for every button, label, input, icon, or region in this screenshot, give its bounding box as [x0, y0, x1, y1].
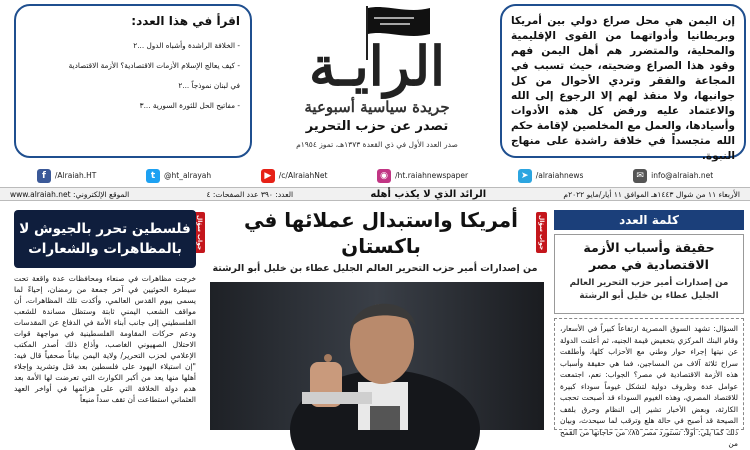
issue-number: العدد: ٣٩٠ عدد الصفحات: ٤ [206, 189, 294, 199]
masthead [262, 2, 492, 162]
instagram-icon: ◉ [377, 169, 391, 183]
social-label: /ht.raiahnewspaper [395, 171, 469, 180]
editorial-title-box[interactable] [554, 234, 744, 314]
editorial-source: من إصدارات أمير حزب التحرير العالم الجليل عطاء بن خليل أبو الرشتة [569, 278, 729, 301]
headline-box[interactable]: فلسطين تحرر بالجيوش لا بالمظاهرات والشعارات [14, 210, 196, 268]
qa-badge: جواب سؤال [194, 212, 205, 253]
youtube-icon: ▶ [261, 169, 275, 183]
editorial-body: السؤال: تشهد السوق المصرية ارتفاعاً كبيراً في الأسعار، وقام البنك المركزي بتخفيض قيمة الجنيه، ثم أعلنت الدولة عن نيتها إجراء حوار وطني مع الأحزاب كلها، وأطلقت سراح ثلاثة آلاف من المساجين، فما هي حقيقة وأسباب هذه الأزمة الاقتصادية في مصر؟ الجواب: نعم، اجتمعت عوامل عدة وظروف دولية لتشكل غيوماً سوداء كبيرة للاقتصاد المصري، وهذه الغيوم السوداء قد أصبحت تحجب الكارثة، وبعض الأخبار تشير إلى النظام وحرق بلقف الصيحة قد أصبح في حالة هلع وترقب لما سيحدث، وبيان ذلك كما يلي: أولاً: تستورد مصر ٨٥٪ من حاجاتها من القمح من [554, 318, 744, 430]
toc-title: اقرأ في هذا العدد: [131, 14, 240, 28]
paper-publisher: تصدر عن حزب التحرير [305, 119, 449, 134]
facebook-icon: f [37, 169, 51, 183]
article-photo [210, 282, 544, 430]
toc-item[interactable]: في لبنان نموذجاً ...٢ [178, 81, 240, 90]
social-bar [0, 166, 750, 185]
intro-box [500, 4, 746, 162]
first-issue-note: صدر العدد الأول في ذي القعدة ١٣٧٣هـ، تموز ١٩٥٤م [296, 140, 458, 149]
social-twitter[interactable] [146, 169, 211, 183]
toc-item[interactable]: - كيف يعالج الإسلام الأزمات الاقتصادية؟ الأزمة الاقتصادية [68, 61, 240, 70]
social-label: /alraiahnews [535, 171, 584, 180]
speaker-photo-illustration [210, 282, 544, 430]
toc-box [14, 4, 252, 158]
social-instagram[interactable] [377, 169, 468, 183]
intro-text: إن اليمن هي محل صراع دولي بين أمريكا وبريطانيا وأدواتهما من القوى الإقليمية والمحلية، والمتضرر هم أهل اليمن فهم وقود هذا الصراع وضحيته، حيث تسبب في المجاعة والفقر وتردي الأحوال من كل جوانبها، ولا منقذ لهم إلا الرجوع إلى الله والاعتماد عليه ورفض كل هذه الأدوات وأسيادها، والعمل مع المخلصين لإقامة حكم الله متجسداً في خلافة راشدة على منهاج النبوة. [511, 15, 735, 162]
editorial-header: كلمة العدد [554, 210, 744, 230]
telegram-icon: ➤ [518, 169, 532, 183]
toc-item[interactable]: - الخلافة الراشدة وأشباه الدول ...٢ [133, 41, 240, 50]
social-facebook[interactable] [37, 169, 96, 183]
social-label: /Alraiah.HT [54, 171, 97, 180]
social-email[interactable] [633, 169, 713, 183]
toc-item[interactable]: - مفاتيح الحل للثورة السورية ...٣ [139, 101, 240, 110]
info-strip [0, 187, 750, 201]
article-title[interactable]: أمريكا واستبدال عملائها في باكستان [243, 208, 519, 258]
issue-date: الأربعاء ١١ من شوال ١٤٤٣هـ الموافق ١١ أيار/مايو ٢٠٢٢م [563, 189, 740, 199]
twitter-icon: t [146, 169, 160, 183]
website-link[interactable]: الموقع الإلكتروني: www.alraiah.net [10, 189, 130, 199]
social-label: @ht_alrayah [164, 171, 212, 180]
qa-badge: جواب سؤال [536, 212, 547, 253]
social-telegram[interactable] [518, 169, 584, 183]
editorial-title: حقيقة وأسباب الأزمة الاقتصادية في مصر [583, 240, 715, 272]
article-source: من إصدارات أمير حزب التحرير العالم الجليل عطاء بن خليل أبو الرشتة [212, 263, 538, 274]
mail-icon: ✉ [633, 169, 647, 183]
left-article-body: خرجت مظاهرات في صنعاء ومحافظات عدة واقعة تحت سيطرة الحوثيين في آخر جمعة من رمضان، إحياءً لما يسمى بيوم القدس العالمي، وأكدت تلك المظاهرات، أن مواقف الشعب اليمني ثابتة وستظل مساندة للشعب الفلسطيني إلى جانب أبناء الأمة في الدفاع عن المقدسات ودعم حركات المقاومة الفلسطينية في مواجهة قوات الاحتلال الصهيوني الغاصب، وأذاع ذلك أصدر المكتب الإعلامي لحزب التحرير/ ولاية اليمن بياناً صحفياً قال فيه: "إن استيلاء اليهود على فلسطين بعد قتل وتشريد وإجلاء أهلها منها يعد من أكبر الكوارث التي تعرضت لها الأمة بعد هدم دولة الخلافة التي على هزائمها في أواخر العهد العثماني استطاعت أن تقف سداً منيعاً [14, 274, 196, 404]
social-label: /c/AlraiahNet [278, 171, 328, 180]
social-youtube[interactable] [261, 169, 328, 183]
slogan: الرائد الذي لا يكذب أهله [370, 188, 487, 200]
social-label: info@alraiah.net [651, 171, 714, 180]
paper-subtitle: جريدة سياسية أسبوعية [304, 98, 450, 116]
paper-title: الرايـة [308, 34, 446, 98]
